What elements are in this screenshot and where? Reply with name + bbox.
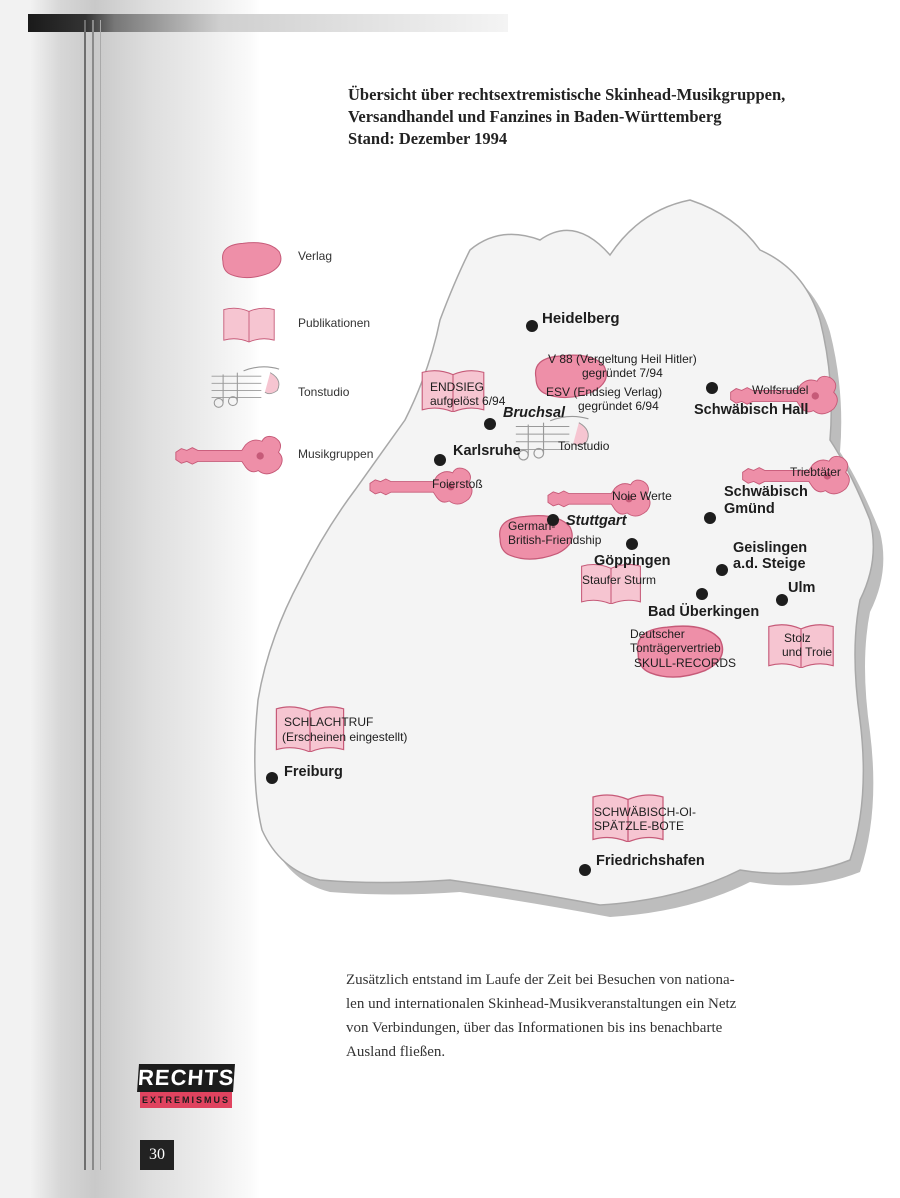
note-schlachtruf-2: (Erscheinen eingestellt) [282,730,408,744]
note-foierstoss: Foierstoß [432,477,483,491]
legend-verlag-label: Verlag [298,249,333,263]
city-dot-geislingen [716,564,728,576]
city-label-schwaebisch-hall: Schwäbisch Hall [694,402,809,418]
note-triebtaeter: Triebtäter [790,465,841,479]
city-dot-friedrichshafen [579,864,591,876]
note-dtv-2: Tonträgervertrieb [630,641,721,655]
note-endsieg-1: ENDSIEG [430,380,485,394]
city-label-schwaebisch-gmuend-2: Gmünd [724,501,775,517]
body-line-1: Zusätzlich entstand im Laufe der Zeit bei Besuchen von nationa- [346,972,735,988]
legend-musikgruppen-label: Musikgruppen [298,447,374,461]
title-line-3: Stand: Dezember 1994 [348,129,508,148]
city-dot-schwaebisch-gmuend [704,512,716,524]
note-stolz-1: Stolz [784,631,811,645]
note-stolz-2: und Troie [782,645,833,659]
note-esv-1: ESV (Endsieg Verlag) [546,385,663,399]
city-label-geislingen-2: a.d. Steige [733,556,806,572]
note-schlachtruf-1: SCHLACHTRUF [284,715,374,729]
city-label-schwaebisch-gmuend-1: Schwäbisch [724,484,808,500]
city-label-geislingen-1: Geislingen [733,540,808,556]
city-label-goeppingen: Göppingen [594,553,671,569]
logo-top-text: RECHTS [137,1065,236,1090]
page-number: 30 [140,1140,174,1170]
note-spaetzle-1: SCHWÄBISCH-OI- [594,805,696,819]
note-tonstudio: Tonstudio [558,439,610,453]
legend-publikationen-label: Publikationen [298,316,371,330]
note-v88-1: V 88 (Vergeltung Heil Hitler) [548,352,697,366]
legend-musikgruppen-icon [176,436,282,473]
note-spaetzle-2: SPÄTZLE-BOTE [594,819,685,833]
legend-tonstudio-icon [212,367,280,408]
city-label-stuttgart: Stuttgart [566,513,627,529]
legend-tonstudio-label: Tonstudio [298,385,350,399]
note-staufer-sturm: Staufer Sturm [582,573,657,587]
city-dot-freiburg [266,772,278,784]
body-line-2: len und internationalen Skinhead-Musikveranstaltungen ein Netz [346,996,737,1012]
legend-verlag-icon [223,243,281,278]
city-label-ulm: Ulm [788,580,816,596]
note-endsieg-2: aufgelöst 6/94 [430,394,506,408]
logo-bottom-text: EXTREMISMUS [140,1092,232,1108]
title-line-1: Übersicht über rechtsextremistische Skinhead-Musikgruppen, [348,85,786,104]
title-line-2: Versandhandel und Fanzines in Baden-Württemberg [348,107,722,126]
note-gbf-2: British-Friendship [508,533,602,547]
body-line-4: Ausland fließen. [346,1044,446,1060]
note-v88-2: gegründet 7/94 [582,366,663,380]
rechtsextremismus-logo [138,1064,234,1114]
city-label-bad-ueberkingen: Bad Überkingen [648,604,760,620]
note-dtv-1: Deutscher [630,627,685,641]
city-dot-schwaebisch-hall [706,382,718,394]
city-label-friedrichshafen: Friedrichshafen [596,853,705,869]
city-dot-ulm [776,594,788,606]
note-wolfsrudel: Wolfsrudel [752,383,809,397]
city-dot-bruchsal [484,418,496,430]
city-dot-goeppingen [626,538,638,550]
note-dtv-3: SKULL-RECORDS [634,656,737,670]
note-noie-werte: Noie Werte [612,489,672,503]
note-gbf-1: German- [508,519,556,533]
city-dot-heidelberg [526,320,538,332]
city-label-karlsruhe: Karlsruhe [453,443,521,459]
legend-publikationen-icon [224,308,274,342]
city-label-bruchsal: Bruchsal [503,405,566,421]
city-dot-bad-ueberkingen [696,588,708,600]
city-label-freiburg: Freiburg [284,764,343,780]
city-dot-karlsruhe [434,454,446,466]
body-paragraph [346,968,806,1064]
city-label-heidelberg: Heidelberg [542,310,620,327]
body-line-3: von Verbindungen, über das Informationen bis ins benachbarte [346,1020,723,1036]
note-esv-2: gegründet 6/94 [578,399,659,413]
